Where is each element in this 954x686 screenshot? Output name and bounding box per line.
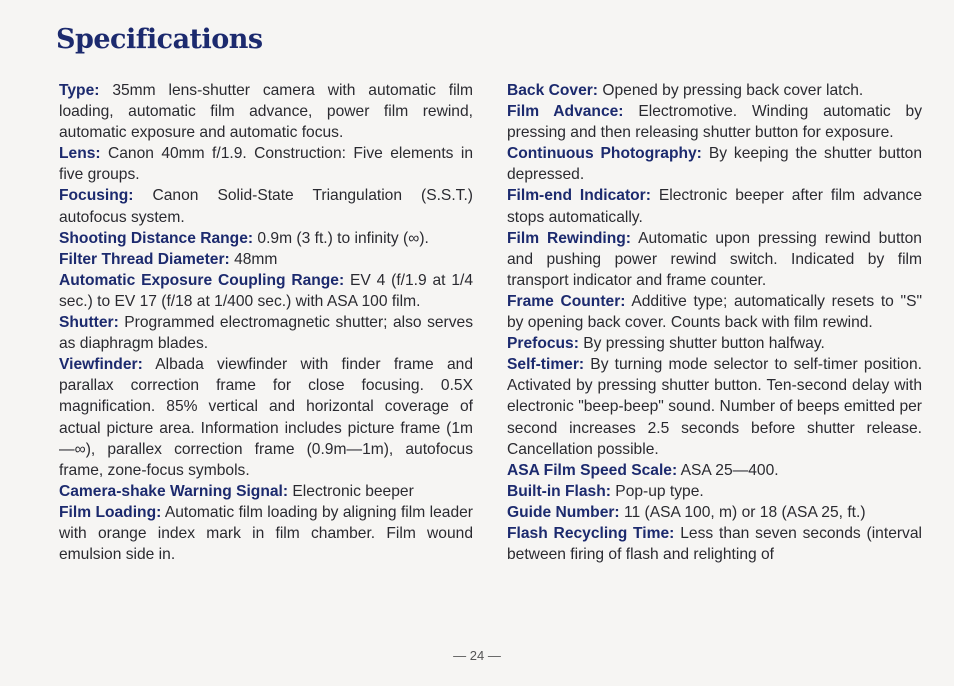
spec-label: Automatic Exposure Coupling Range:	[59, 271, 345, 289]
left-column	[59, 80, 473, 565]
spec-label: Film Advance:	[507, 103, 624, 121]
spec-entry	[507, 185, 922, 227]
spec-entry	[59, 228, 473, 249]
spec-entry	[507, 481, 922, 502]
spec-label: Lens:	[59, 145, 101, 163]
spec-text: By turning mode selector to self-timer position. Activated by pressing shutter button. Ten-second delay with electronic "beep-beep" sound. Number of beeps emitted per second increases 2.5 seconds before shutter release. Cancellation possible.	[507, 356, 922, 458]
spec-text: Pop-up type.	[615, 482, 704, 500]
right-column	[507, 80, 922, 565]
spec-text: 35mm lens-shutter camera with automatic film loading, automatic film advance, power film rewind, automatic exposure and automatic focus.	[59, 82, 473, 142]
spec-label: Viewfinder:	[59, 356, 143, 374]
spec-text: Electronic beeper after film advance stops automatically.	[507, 187, 923, 226]
spec-entry	[507, 502, 922, 523]
spec-text: By keeping the shutter button depressed.	[507, 145, 923, 184]
spec-label: Filter Thread Diameter:	[59, 250, 230, 268]
spec-entry	[507, 228, 922, 291]
spec-label: Built-in Flash:	[507, 482, 611, 500]
spec-text: Opened by pressing back cover latch.	[602, 82, 864, 99]
spec-entry	[59, 143, 473, 185]
spec-entry	[59, 270, 473, 312]
spec-label: Focusing:	[59, 187, 134, 205]
spec-entry	[507, 80, 922, 101]
spec-entry	[507, 354, 922, 459]
spec-label: Continuous Photography:	[507, 145, 702, 163]
spec-entry	[507, 101, 922, 143]
spec-text: Automatic film loading by aligning film leader with orange index mark in film chamber. Film wound emulsion side in.	[59, 503, 473, 564]
spec-label: Type:	[59, 82, 100, 99]
spec-entry	[59, 80, 473, 143]
spec-label: Guide Number:	[507, 503, 620, 521]
spec-label: Camera-shake Warning Signal:	[59, 482, 289, 500]
spec-label: Film-end Indicator:	[507, 187, 651, 205]
spec-text: Programmed electromagnetic shutter; also serves as diaphragm blades.	[59, 314, 473, 353]
spec-entry	[59, 481, 473, 502]
spec-entry	[507, 333, 922, 354]
spec-text: Canon 40mm f/1.9. Construction: Five elements in five groups.	[59, 145, 473, 184]
spec-label: Back Cover:	[507, 82, 599, 99]
spec-label: Shooting Distance Range:	[59, 229, 254, 247]
spec-text: 48mm	[234, 250, 278, 268]
spec-entry	[507, 523, 922, 565]
spec-label: Film Loading:	[59, 503, 162, 521]
spec-label: Frame Counter:	[507, 292, 626, 310]
spec-entry	[59, 312, 473, 354]
spec-label: Self-timer:	[507, 356, 585, 374]
spec-entry	[59, 249, 473, 270]
spec-text: Less than seven seconds (interval between firing of flash and relighting of	[507, 524, 922, 564]
spec-text: Albada viewfinder with finder frame and parallax correction frame for close focusing. 0.5X magnification. 85% vertical and horizontal coverage of actual picture area. Information includes picture frame (1m—∞), parallex correction frame (0.9m—1m), autofocus frame, zone-focus symbols.	[59, 356, 473, 479]
spec-label: Shutter:	[59, 314, 119, 332]
spec-entry	[507, 143, 922, 185]
spec-text: ASA 25—400.	[680, 461, 779, 479]
page-number: — 24 —	[453, 648, 501, 663]
spec-entry	[507, 460, 922, 481]
spec-text: Additive type; automatically resets to "S" by opening back cover. Counts back with film rewind.	[507, 292, 922, 332]
spec-entry	[59, 354, 473, 481]
spec-text: EV 4 (f/1.9 at 1/4 sec.) to EV 17 (f/18 at 1/400 sec.) with ASA 100 film.	[59, 271, 473, 310]
spec-text: By pressing shutter button halfway.	[583, 335, 825, 353]
spec-label: Prefocus:	[507, 335, 579, 353]
spec-entry	[59, 185, 473, 227]
spec-label: ASA Film Speed Scale:	[507, 461, 678, 479]
spec-text: 11 (ASA 100, m) or 18 (ASA 25, ft.)	[623, 503, 866, 521]
spec-text: 0.9m (3 ft.) to infinity (∞).	[257, 229, 429, 247]
spec-entry	[507, 291, 922, 333]
spec-text: Electromotive. Winding automatic by pressing and then releasing shutter button for exposure.	[507, 103, 922, 142]
spec-text: Electronic beeper	[292, 482, 414, 500]
spec-label: Film Rewinding:	[507, 229, 631, 247]
spec-text: Automatic upon pressing rewind button and pushing power rewind switch. Indicated by film transport indicator and frame counter.	[507, 229, 922, 289]
spec-entry	[59, 502, 473, 565]
page-title: Specifications	[56, 24, 263, 55]
spec-text: Canon Solid-State Triangulation (S.S.T.) autofocus system.	[59, 187, 473, 226]
spec-label: Flash Recycling Time:	[507, 524, 675, 542]
